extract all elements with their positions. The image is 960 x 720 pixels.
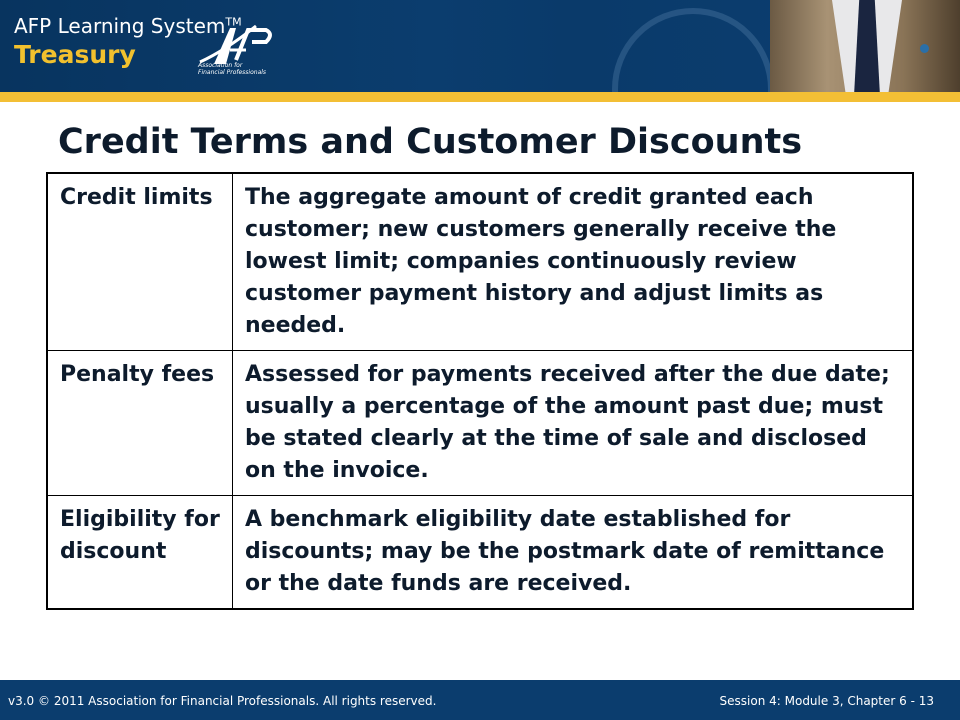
trademark: TM xyxy=(225,15,242,29)
term-cell: Credit limits xyxy=(47,173,233,351)
header-photo xyxy=(770,0,960,96)
table-row xyxy=(47,351,913,496)
description-cell: A benchmark eligibility date established for discounts; may be the postmark date of remittance or the date funds are received. xyxy=(233,496,914,610)
header-banner xyxy=(0,0,960,96)
table-row xyxy=(47,173,913,351)
accent-bar xyxy=(0,92,960,102)
table-row xyxy=(47,496,913,610)
product-name: Treasury xyxy=(14,40,136,69)
term-cell: Eligibility for discount xyxy=(47,496,233,610)
brand-name: AFP Learning System™ xyxy=(14,14,242,38)
session-label: Session 4: Module 3, Chapter 6 - 13 xyxy=(719,694,934,708)
copyright-text: v3.0 © 2011 Association for Financial Professionals. All rights reserved. xyxy=(8,694,437,708)
footer-bar xyxy=(0,680,960,720)
ctp-seal-watermark xyxy=(612,8,774,96)
term-cell: Penalty fees xyxy=(47,351,233,496)
description-cell: Assessed for payments received after the due date; usually a percentage of the amount past due; must be stated clearly at the time of sale and disclosed on the invoice. xyxy=(233,351,914,496)
slide-title: Credit Terms and Customer Discounts xyxy=(58,122,803,162)
terms-table xyxy=(46,172,914,610)
description-cell: The aggregate amount of credit granted each customer; new customers generally receive the lowest limit; companies continuously review customer payment history and adjust limits as needed. xyxy=(233,173,914,351)
photo-lapel-pin xyxy=(920,44,929,53)
logo-caption: Association for Financial Professionals xyxy=(198,62,267,76)
